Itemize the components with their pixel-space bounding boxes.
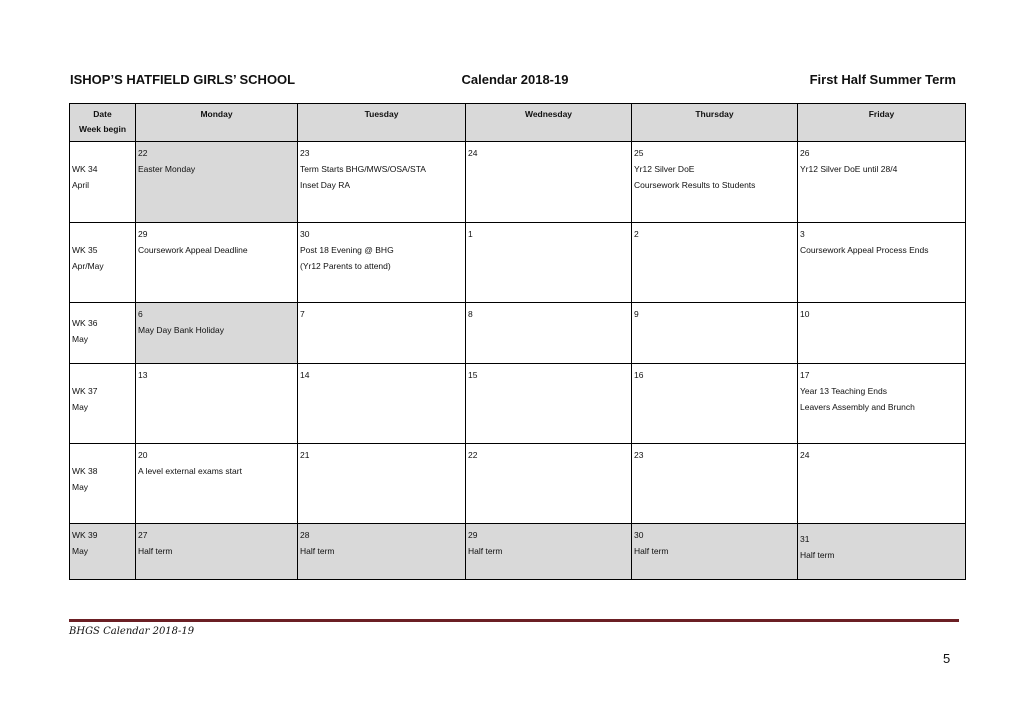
day-cell — [466, 303, 632, 364]
event-text: Coursework Results to Students — [634, 180, 756, 190]
week-label: WK 35 — [72, 245, 98, 255]
day-cell — [632, 364, 798, 444]
day-cell — [632, 444, 798, 524]
day-number: 3 — [800, 229, 805, 239]
day-number: 27 — [138, 530, 148, 540]
day-number: 8 — [468, 309, 473, 319]
day-cell — [298, 364, 466, 444]
table-row — [70, 142, 966, 223]
day-cell — [798, 142, 966, 223]
day-number: 30 — [300, 229, 310, 239]
footer-divider — [69, 619, 959, 622]
week-cell — [70, 364, 136, 444]
school-name: ISHOP’S HATFIELD GIRLS’ SCHOOL — [70, 72, 296, 87]
day-number: 14 — [300, 370, 310, 380]
wednesday-column-header: Wednesday — [466, 104, 632, 142]
event-text: Leavers Assembly and Brunch — [800, 402, 915, 412]
week-label: WK 34 — [72, 164, 98, 174]
event-text: Half term — [138, 546, 173, 556]
day-number: 26 — [800, 148, 810, 158]
monday-column-header: Monday — [136, 104, 298, 142]
table-row — [70, 223, 966, 303]
day-number: 23 — [300, 148, 310, 158]
date-column-header — [70, 104, 136, 142]
week-label: WK 37 — [72, 386, 98, 396]
day-number: 16 — [634, 370, 644, 380]
event-text: Post 18 Evening @ BHG — [300, 245, 394, 255]
day-number: 24 — [800, 450, 810, 460]
day-number: 6 — [138, 309, 143, 319]
day-number: 2 — [634, 229, 639, 239]
event-text: Yr12 Silver DoE — [634, 164, 695, 174]
day-number: 20 — [138, 450, 148, 460]
date-header-label: Date — [93, 109, 112, 119]
friday-column-header: Friday — [798, 104, 966, 142]
event-text: Coursework Appeal Deadline — [138, 245, 248, 255]
day-number: 13 — [138, 370, 148, 380]
day-number: 30 — [634, 530, 644, 540]
calendar-table — [69, 103, 966, 580]
day-cell — [798, 444, 966, 524]
event-text: Half term — [468, 546, 503, 556]
event-text: Half term — [634, 546, 669, 556]
week-month: May — [72, 402, 89, 412]
day-number: 29 — [468, 530, 478, 540]
day-number: 28 — [300, 530, 310, 540]
footer-label: BHGS Calendar 2018-19 — [69, 626, 195, 637]
day-number: 9 — [634, 309, 639, 319]
day-number: 23 — [634, 450, 644, 460]
day-number: 1 — [468, 229, 473, 239]
day-cell — [136, 142, 298, 223]
day-cell — [632, 142, 798, 223]
table-row — [70, 364, 966, 444]
table-row — [70, 524, 966, 580]
event-text: (Yr12 Parents to attend) — [300, 261, 391, 271]
event-text: Term Starts BHG/MWS/OSA/STA — [300, 164, 426, 174]
table-header-row — [70, 104, 966, 142]
day-number: 10 — [800, 309, 810, 319]
day-number: 24 — [468, 148, 478, 158]
day-number: 15 — [468, 370, 478, 380]
week-cell — [70, 303, 136, 364]
day-cell — [136, 524, 298, 580]
day-cell — [632, 223, 798, 303]
day-cell — [136, 223, 298, 303]
day-cell — [632, 524, 798, 580]
event-text: May Day Bank Holiday — [138, 325, 224, 335]
day-number: 29 — [138, 229, 148, 239]
day-cell — [298, 303, 466, 364]
day-number: 7 — [300, 309, 305, 319]
table-row — [70, 444, 966, 524]
day-cell — [466, 524, 632, 580]
event-text: Inset Day RA — [300, 180, 351, 190]
event-text: Half term — [800, 550, 835, 560]
week-label: WK 38 — [72, 466, 98, 476]
week-month: Apr/May — [72, 261, 104, 271]
event-text: Year 13 Teaching Ends — [800, 386, 887, 396]
page-number: 5 — [943, 651, 951, 666]
event-text: Half term — [300, 546, 335, 556]
week-cell — [70, 223, 136, 303]
day-cell — [798, 364, 966, 444]
day-cell — [136, 444, 298, 524]
day-cell — [466, 444, 632, 524]
week-month: May — [72, 334, 89, 344]
calendar-title: Calendar 2018-19 — [461, 72, 569, 87]
day-number: 21 — [300, 450, 310, 460]
week-month: April — [72, 180, 90, 190]
day-cell — [298, 223, 466, 303]
day-cell — [136, 303, 298, 364]
week-begin-header-label: Week begin — [78, 124, 127, 134]
event-text: Yr12 Silver DoE until 28/4 — [800, 164, 898, 174]
day-cell — [466, 142, 632, 223]
day-cell — [136, 364, 298, 444]
event-text: Easter Monday — [138, 164, 196, 174]
day-cell — [466, 223, 632, 303]
week-month: May — [72, 482, 89, 492]
day-cell — [798, 303, 966, 364]
tuesday-column-header: Tuesday — [298, 104, 466, 142]
day-cell — [298, 524, 466, 580]
day-cell — [798, 524, 966, 580]
week-label: WK 39 — [72, 530, 98, 540]
term-title: First Half Summer Term — [809, 72, 956, 87]
day-number: 22 — [468, 450, 478, 460]
day-number: 31 — [800, 534, 810, 544]
day-cell — [632, 303, 798, 364]
week-cell — [70, 142, 136, 223]
day-number: 17 — [800, 370, 810, 380]
week-label: WK 36 — [72, 318, 98, 328]
day-number: 22 — [138, 148, 148, 158]
day-number: 25 — [634, 148, 644, 158]
event-text: Coursework Appeal Process Ends — [800, 245, 929, 255]
day-cell — [466, 364, 632, 444]
week-month: May — [72, 546, 89, 556]
week-cell — [70, 524, 136, 580]
table-row — [70, 303, 966, 364]
day-cell — [298, 444, 466, 524]
day-cell — [798, 223, 966, 303]
day-cell — [298, 142, 466, 223]
event-text: A level external exams start — [138, 466, 242, 476]
week-cell — [70, 444, 136, 524]
thursday-column-header: Thursday — [632, 104, 798, 142]
